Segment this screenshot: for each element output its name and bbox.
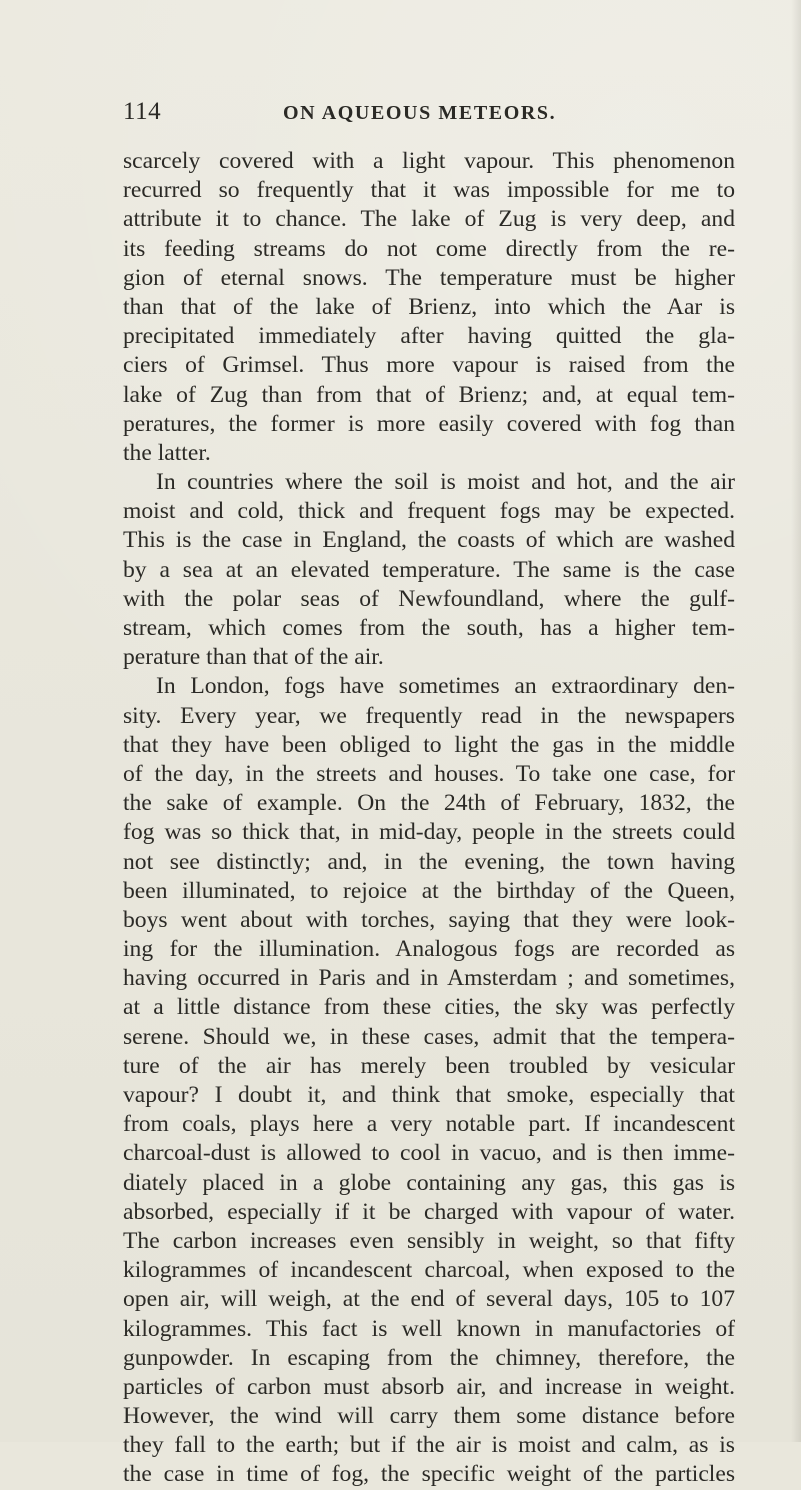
text-line: peratures, the former is more easily covered with fog than	[123, 410, 735, 437]
page-header	[123, 98, 735, 132]
text-line: its feeding streams do not come directly from the re-	[123, 235, 735, 262]
text-line: particles of carbon must absorb air, and increase in weight.	[123, 1373, 735, 1400]
text-line: ing for the illumination. Analogous fogs are recorded as	[123, 936, 735, 963]
text-line: gunpowder. In escaping from the chimney, therefore, the	[123, 1344, 735, 1371]
text-line: the latter.	[123, 439, 211, 466]
text-line: charcoal-dust is allowed to cool in vacuo, and is then imme-	[123, 1140, 735, 1167]
text-line: gion of eternal snows. The temperature must be higher	[123, 264, 735, 291]
text-line: boys went about with torches, saying that they were look-	[123, 906, 735, 933]
text-line: scarcely covered with a light vapour. This phenomenon	[123, 148, 735, 174]
text-line: with the polar seas of Newfoundland, where the gulf-	[123, 585, 735, 612]
text-line: absorbed, especially if it be charged with vapour of water.	[123, 1198, 735, 1225]
text-line: than that of the lake of Brienz, into which the Aar is	[123, 293, 735, 320]
text-line: having occurred in Paris and in Amsterdam ; and sometimes,	[123, 965, 735, 992]
text-line: vapour? I doubt it, and think that smoke, especially that	[123, 1082, 735, 1108]
text-line: In countries where the soil is moist and hot, and the air	[156, 469, 735, 496]
body-text	[123, 147, 735, 1490]
text-line: serene. Should we, in these cases, admit that the tempera-	[123, 1023, 735, 1050]
text-line: precipitated immediately after having quitted the gla-	[123, 323, 735, 350]
page-number: 114	[123, 98, 162, 125]
text-line: moist and cold, thick and frequent fogs may be expected.	[123, 498, 735, 525]
text-line: been illuminated, to rejoice at the birthday of the Queen,	[123, 877, 735, 904]
page-edge-shadow	[791, 0, 801, 1442]
text-line: from coals, plays here a very notable part. If incandescent	[123, 1111, 735, 1138]
text-line: by a sea at an elevated temperature. The same is the case	[123, 556, 735, 583]
text-line: ciers of Grimsel. Thus more vapour is raised from the	[123, 352, 735, 379]
text-line: kilogrammes. This fact is well known in manufactories of	[123, 1315, 735, 1342]
text-line: The carbon increases even sensibly in weight, so that fifty	[123, 1227, 735, 1254]
text-line: at a little distance from these cities, the sky was perfectly	[123, 994, 735, 1021]
text-line: the case in time of fog, the specific weight of the particles	[123, 1461, 735, 1488]
text-line: not see distinctly; and, in the evening, the town having	[123, 848, 735, 875]
text-line: fog was so thick that, in mid-day, people in the streets could	[123, 819, 735, 846]
text-line: they fall to the earth; but if the air is moist and calm, as is	[123, 1432, 735, 1459]
text-line: ture of the air has merely been troubled by vesicular	[123, 1052, 735, 1079]
text-line: the sake of example. On the 24th of February, 1832, the	[123, 790, 735, 817]
text-line: diately placed in a globe containing any gas, this gas is	[123, 1169, 735, 1196]
text-line: sity. Every year, we frequently read in the newspapers	[123, 702, 735, 729]
text-line: lake of Zug than from that of Brienz; and, at equal tem-	[123, 381, 735, 408]
text-line: kilogrammes of incandescent charcoal, when exposed to the	[123, 1257, 735, 1284]
text-line: open air, will weigh, at the end of several days, 105 to 107	[123, 1286, 735, 1313]
text-line: recurred so frequently that it was impossible for me to	[123, 177, 735, 204]
text-line: perature than that of the air.	[123, 644, 384, 671]
text-line: of the day, in the streets and houses. To take one case, for	[123, 760, 735, 787]
text-line: In London, fogs have sometimes an extraordinary den-	[156, 673, 735, 700]
text-line: However, the wind will carry them some distance before	[123, 1403, 735, 1430]
text-line: This is the case in England, the coasts of which are washed	[123, 527, 735, 554]
text-line: that they have been obliged to light the gas in the middle	[123, 731, 735, 758]
running-head: ON AQUEOUS METEORS.	[283, 102, 557, 124]
text-line: stream, which comes from the south, has a higher tem-	[123, 615, 735, 641]
text-line: attribute it to chance. The lake of Zug is very deep, and	[123, 206, 735, 233]
